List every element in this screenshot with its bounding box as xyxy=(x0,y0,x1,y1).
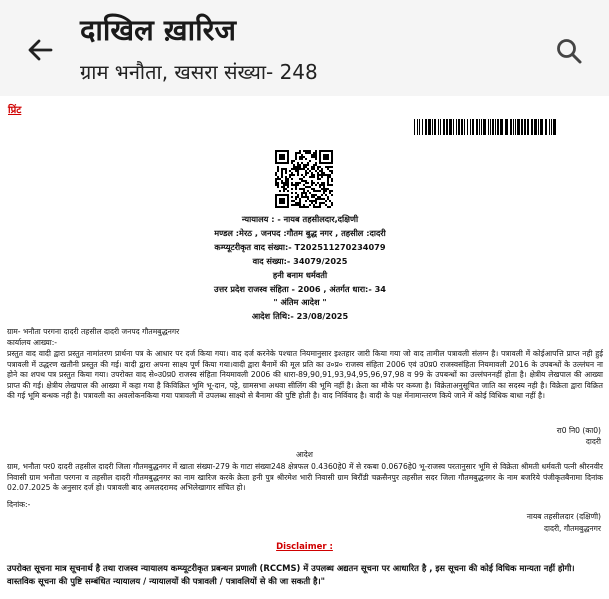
signature-revenue-inspector-title: रा0 नि0 (का0) xyxy=(556,426,601,435)
signature-tehsildar-place: दादरी, गौतमबुद्धनगर xyxy=(543,524,601,533)
order-heading: आदेश xyxy=(296,450,313,459)
date-label: दिनांक:- xyxy=(7,500,31,509)
computerized-case-number: कम्प्यूटरीकृत वाद संख्या:- T202511270234079 xyxy=(214,242,386,252)
division-line: मण्डल :मेरठ , जनपद :गौतम बुद्ध नगर , तहसील :दादरी xyxy=(214,228,386,238)
office-report-paragraph: प्रस्तुत वाद वादी द्वारा प्रस्तुत नामांतरण प्रार्थना पत्र के आधार पर दर्ज किया गया। वाद दर्ज करनेके पश्चात नियमानुसार इश्तहार जारी किया गया जो वाद तामील पत्रावली संलग्न है। पत्रावली में कोईआपत्ति प्राप्त नही हुई पत्रावली में उद्धरण खतौनी प्रस्तुत की गई। वादी द्वारा अपना साक्ष्य पूर्ण किया गया।वादी द्वारा बैनामें की मूल प्रति का उ०प्र० राजस्व संहिता 2006 एवं उ0प्र0 राजस्वसंहिता नियमावली 2016 के उपबन्धों के उल्लंघन ना होने का शपथ पत्र प्रस्तुत किया गया। उपरोक्त वाद से०उ0प्र0 राजस्व संहिता नियमावली 2006 की धारा-89,90,91,93,94,95,96,97,98 व 99 के उपबन्धों का उल्लंघननहीं होता है। क्षेत्रीय लेखपाल की आख्या प्राप्त की गई। क्षेत्रीय लेखपाल की आख्या में कहा गया है किविक्रित भूमि भू-दान, पट्टे, ग्रामसभा अथवा सीलिंग की भूमि नहीं है। क्रेता का मौके पर कब्जा है। विक्रेताअनुसूचित जाति का सदस्य नही है। विक्रेता द्वारा विक्रित की गई भूमि बन्धक नही है। पत्रावली का अवलोकनकिया गया पत्रावली में उपलब्ध साक्ष्यो से बैनामा की पुष्टि होती है। वाद निर्विवाद है। वादी के पक्ष मेंनामान्तरण किये जाने में कोई विधिक बाधा नहीं है। xyxy=(7,349,603,401)
print-link[interactable]: प्रिंट xyxy=(8,105,22,116)
disclaimer-text: उपरोक्त सूचना मात्र सूचनार्थ है तथा राजस्व न्यायालय कम्प्यूटरीकृत प्रबन्धन प्रणाली (RCCMS) में उपलब्ध अद्यतन सूचना पर आधारित है , इस सूचना की कोई विधिक मान्यता नहीं होगी। वास्तविक सूचना की पुष्टि सम्बंधित न्यायालय / न्यायालयों की पत्रावली / पत्रावलियों से की जा सकती है।" xyxy=(7,563,575,586)
court-line: न्यायालय : - नायब तहसीलदार,दक्षिणी xyxy=(241,214,359,224)
office-report-label: कार्यालय आख्या:- xyxy=(7,338,58,347)
search-icon xyxy=(555,37,583,65)
barcode-image xyxy=(414,119,558,135)
act-section-line: उत्तर प्रदेश राजस्व संहिता - 2006 , अंतर्गत धारा:- 34 xyxy=(214,284,386,294)
page-title: दाखिल ख़ारिज xyxy=(80,13,237,47)
app-bar xyxy=(0,0,609,96)
back-button[interactable] xyxy=(22,32,58,68)
order-paragraph: ग्राम, भनौता पर0 दादरी तहसील दादरी जिला गौतमबुद्धनगर में खाता संख्या-279 के गाटा संख्या248 क्षेत्रफल 0.4360हे0 में से रकबा 0.0676हे0 भू-राजस्व परतानुसार भूमि से विक्रेता श्रीमती धर्मवती पत्नी श्रीरनवीर निवासी ग्राम भनौता परगना व तहसील दादरी गौतमबुद्धनगर का नाम खारिज करके क्रेता हनी पुत्र श्रीरमेश भारी निवासी ग्राम बिरौंडी चक्रसैनपुर तहसील सदर जिला गौतमबुद्धनगर के नाम बजरिये पंजीकृतबैनामा दिनांक 02.07.2025 के अनुसार दर्ज हो। पत्रावली बाद अमलदरामद अभिलेखागार संचित हो। xyxy=(7,462,603,493)
disclaimer-title: Disclaimer : xyxy=(276,542,333,552)
page-subtitle: ग्राम भनौता, खसरा संख्या- 248 xyxy=(80,60,318,84)
qr-code-image xyxy=(275,150,333,208)
order-date: आदेश तिथि:- 23/08/2025 xyxy=(251,311,349,321)
final-order-heading: " अंतिम आदेश " xyxy=(273,297,327,307)
search-button[interactable] xyxy=(552,34,586,68)
signature-revenue-inspector-place: दादरी xyxy=(585,437,601,446)
signature-tehsildar-title: नायब तहसीलदार (दक्षिणी) xyxy=(526,512,601,521)
case-number: वाद संख्या:- 34079/2025 xyxy=(252,256,348,266)
village-line: ग्राम- भनौता परगना दादरी तहसील दादरी जनपद गौतमबुद्धनगर xyxy=(7,327,180,336)
arrow-left-icon xyxy=(26,36,54,64)
parties-line: हनी बनाम धर्मवती xyxy=(272,270,328,280)
